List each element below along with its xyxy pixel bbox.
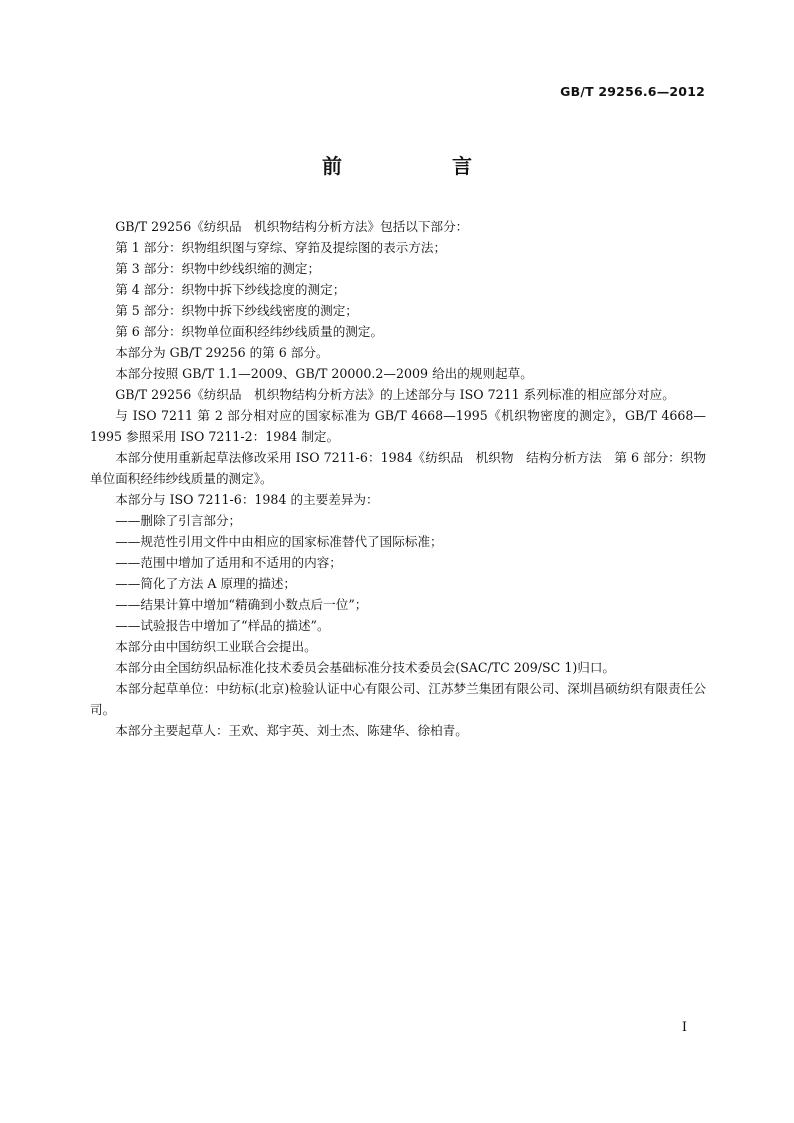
paragraph: GB/T 29256《纺织品 机织物结构分析方法》的上述部分与 ISO 7211 系列标准的相应部分对应。 (115, 387, 675, 402)
paragraph: 第 5 部分：织物中拆下纱线线密度的测定； (115, 303, 358, 318)
page-number: I (681, 1020, 687, 1035)
paragraph: 本部分为 GB/T 29256 的第 6 部分。 (115, 345, 329, 360)
paragraph: 本部分由全国纺织品标准化技术委员会基础标准分技术委员会(SAC/TC 209/SC 1)归口。 (115, 660, 616, 675)
list-item: ——简化了方法 A 原理的描述； (115, 576, 297, 591)
standard-number: GB/T 29256.6—2012 (560, 84, 705, 99)
paragraph: 第 1 部分：织物组织图与穿综、穿筘及提综图的表示方法； (115, 240, 447, 255)
foreword-body (90, 216, 706, 741)
list-item: ——删除了引言部分； (115, 513, 242, 528)
page-title: 前 言 (322, 154, 517, 178)
paragraph: 本部分与 ISO 7211-6：1984 的主要差异为： (115, 492, 379, 507)
paragraph: 本部分由中国纺织工业联合会提出。 (115, 639, 317, 654)
list-item: ——试验报告中增加了“样品的描述”。 (115, 618, 330, 633)
list-item: ——范围中增加了适用和不适用的内容； (115, 555, 342, 570)
paragraph: 本部分按照 GB/T 1.1—2009、GB/T 20000.2—2009 给出的规则起草。 (115, 366, 533, 381)
paragraph: 本部分主要起草人：王欢、郑宇英、刘士杰、陈建华、徐柏青。 (115, 723, 468, 738)
paragraph: 第 6 部分：织物单位面积经纬纱线质量的测定。 (115, 324, 384, 339)
paragraph: 本部分起草单位：中纺标(北京)检验认证中心有限公司、江苏梦兰集团有限公司、深圳昌硕纺织有限责任公司。 (90, 681, 706, 717)
list-item: ——规范性引用文件中由相应的国家标准替代了国际标准； (115, 534, 443, 549)
paragraph: GB/T 29256《纺织品 机织物结构分析方法》包括以下部分： (115, 219, 469, 234)
paragraph: 第 3 部分：织物中纱线织缩的测定； (115, 261, 321, 276)
paragraph: 本部分使用重新起草法修改采用 ISO 7211-6：1984《纺织品 机织物 结构分析方法 第 6 部分：织物单位面积经纬纱线质量的测定》。 (90, 450, 706, 486)
paragraph: 第 4 部分：织物中拆下纱线捻度的测定； (115, 282, 346, 297)
paragraph: 与 ISO 7211 第 2 部分相对应的国家标准为 GB/T 4668—1995《机织物密度的测定》，GB/T 4668—1995 参照采用 ISO 7211-2：1984 制定。 (90, 408, 706, 444)
list-item: ——结果计算中增加“精确到小数点后一位”； (115, 597, 368, 612)
